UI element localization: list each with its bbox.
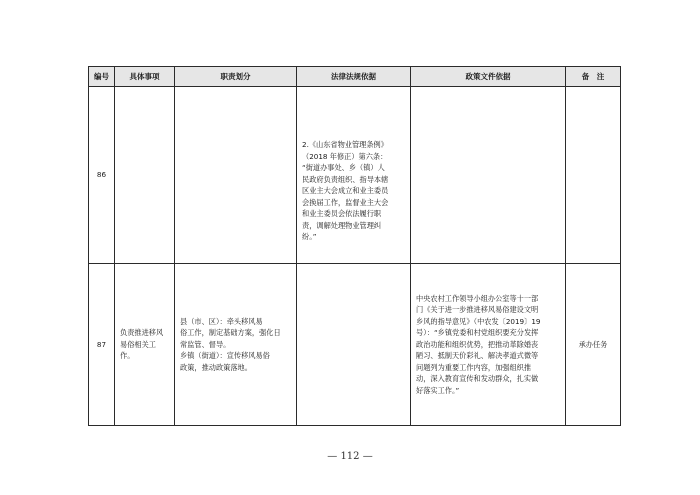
- policy-cell: [411, 87, 566, 264]
- table-header-row: [89, 67, 621, 87]
- table-row: [89, 87, 621, 264]
- row-number: 86: [89, 87, 115, 264]
- law-line: 和业主委员会依法履行职: [302, 209, 382, 218]
- policy-line: 乡风的指导意见》（中农发〔2019〕19: [416, 316, 541, 326]
- responsibility-table: [88, 66, 621, 426]
- policy-line: 陋习、抵制天价彩礼、解决孝道式微等: [416, 351, 539, 361]
- row-number: 87: [89, 264, 115, 426]
- header-note: 备 注: [566, 67, 621, 87]
- policy-line: 好落实工作。”: [416, 385, 460, 395]
- header-law: 法律法规依据: [297, 67, 411, 87]
- law-line: 会换届工作，监督业主大会: [302, 197, 389, 207]
- policy-line: 号）：“乡镇党委和村党组织要充分发挥: [416, 328, 539, 338]
- duty-line: 俗工作，制定基础方案，强化日: [180, 328, 281, 338]
- policy-line: 中央农村工作领导小组办公室等十一部: [416, 293, 539, 303]
- law-line: （2018 年修正）第六条：: [302, 151, 388, 161]
- duty-cell: [175, 264, 297, 426]
- header-policy: 政策文件依据: [411, 67, 566, 87]
- header-duty: 职责划分: [175, 67, 297, 87]
- law-line: 2.《山东省物业管理条例》: [302, 140, 388, 149]
- matter-line: 易俗相关工: [120, 339, 156, 349]
- law-line: 纷。”: [302, 232, 317, 241]
- duty-line: 常监管、督导。: [180, 339, 231, 349]
- policy-line: 门《关于进一步推进移风易俗建设文明: [416, 305, 539, 315]
- note-cell: [566, 87, 621, 264]
- header-number: 编号: [89, 67, 115, 87]
- duty-cell: [175, 87, 297, 264]
- law-line: 民政府负责组织、指导本辖: [302, 174, 389, 184]
- law-line: 责，调解处理物业管理纠: [302, 220, 382, 230]
- law-cell: [297, 264, 411, 426]
- page-number: — 112 —: [327, 451, 373, 462]
- header-matter: 具体事项: [115, 67, 175, 87]
- policy-line: 政治功能和组织优势，把推动革除婚丧: [416, 339, 539, 349]
- policy-line: 动，深入教育宣传和发动群众，扎实做: [416, 374, 539, 384]
- matter-cell: [115, 87, 175, 264]
- law-line: “街道办事处、乡（镇）人: [302, 163, 385, 172]
- policy-cell: [411, 264, 566, 426]
- duty-line: 政策，推动政策落地。: [180, 362, 252, 372]
- note-cell: 承办任务: [566, 264, 621, 426]
- duty-line: 乡镇（街道）：宣传移风易俗: [180, 351, 270, 361]
- law-cell: [297, 87, 411, 264]
- matter-cell: [115, 264, 175, 426]
- table-row: [89, 264, 621, 426]
- matter-line: 负责推进移风: [120, 328, 164, 338]
- matter-line: 作。: [120, 351, 135, 361]
- policy-line: 问题列为重要工作内容，加强组织推: [416, 362, 532, 372]
- duty-line: 县（市、区）：牵头移风易: [180, 316, 263, 326]
- law-line: 区业主大会成立和业主委员: [302, 186, 389, 195]
